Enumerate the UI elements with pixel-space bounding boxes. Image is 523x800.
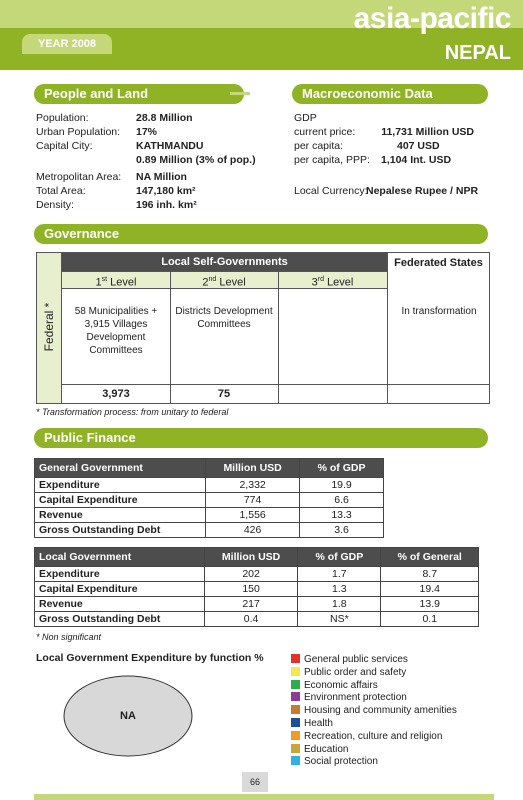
region-title: asia-pacific — [353, 2, 511, 35]
table-row — [35, 597, 479, 612]
section-public-finance: Public Finance — [34, 428, 488, 448]
legend-label: Housing and community amenities — [304, 705, 457, 717]
table-row — [35, 582, 479, 597]
level-3-header: 3rd Level — [311, 276, 354, 289]
legend-label: Environment protection — [304, 692, 407, 704]
expenditure-legend — [291, 654, 511, 769]
col-header: % of General — [381, 548, 479, 567]
general-government-table — [34, 458, 384, 538]
table-header-row — [35, 548, 479, 567]
row-label: Expenditure — [35, 567, 205, 582]
label-density: Density: — [36, 199, 74, 211]
label-per-capita-ppp: per capita, PPP: — [294, 154, 370, 166]
year-label: YEAR 2008 — [22, 34, 112, 54]
table-row — [35, 493, 384, 508]
legend-label: Recreation, culture and religion — [304, 730, 443, 742]
legend-label: Education — [304, 743, 349, 755]
divider — [387, 253, 388, 403]
finance-footnote: * Non significant — [36, 632, 102, 642]
legend-item — [291, 705, 511, 718]
legend-label: Public order and safety — [304, 666, 407, 678]
value-urban-population: 17% — [136, 126, 158, 138]
value-current-price: 11,731 Million USD — [381, 126, 474, 138]
row-label: Gross Outstanding Debt — [35, 523, 206, 538]
label-metropolitan-area: Metropolitan Area: — [36, 171, 122, 183]
row-label: Revenue — [35, 597, 205, 612]
level-1-content: 58 Municipalities + 3,915 Villages Development Committees — [74, 306, 158, 356]
row-label: Expenditure — [35, 478, 206, 493]
label-gdp: GDP — [294, 112, 317, 124]
federated-header: Federated States — [387, 253, 489, 289]
value-per-capita-ppp: 1,104 Int. USD — [381, 154, 452, 166]
federated-content: In transformation — [401, 306, 477, 317]
col-header: General Government — [35, 459, 206, 478]
table-row — [35, 478, 384, 493]
divider — [62, 384, 489, 385]
expenditure-chart-title: Local Government Expenditure by function % — [36, 652, 264, 664]
legend-item — [291, 680, 511, 693]
cell-pct-general: 19.4 — [381, 582, 479, 597]
legend-item — [291, 744, 511, 757]
legend-swatch — [291, 667, 300, 676]
value-density: 196 inh. km² — [136, 199, 197, 211]
legend-swatch — [291, 705, 300, 714]
legend-swatch — [291, 756, 300, 765]
legend-item — [291, 654, 511, 667]
cell-million-usd: 217 — [204, 597, 297, 612]
page-number: 66 — [242, 772, 268, 792]
cell-million-usd: 2,332 — [206, 478, 300, 493]
cell-million-usd: 426 — [206, 523, 300, 538]
legend-item — [291, 718, 511, 731]
level-2-content: Districts Development Committees — [175, 306, 273, 330]
label-local-currency: Local Currency: — [294, 185, 368, 197]
value-metropolitan-area: NA Million — [136, 171, 187, 183]
label-total-area: Total Area: — [36, 185, 86, 197]
col-header: % of GDP — [298, 548, 381, 567]
level-1-header: 1st Level — [95, 276, 137, 289]
table-row — [35, 567, 479, 582]
legend-swatch — [291, 680, 300, 689]
row-label: Gross Outstanding Debt — [35, 612, 205, 627]
table-header-row — [35, 459, 384, 478]
value-per-capita: 407 USD — [397, 140, 440, 152]
section-macroeconomic: Macroeconomic Data — [292, 84, 488, 104]
legend-label: Health — [304, 717, 333, 729]
legend-item — [291, 731, 511, 744]
cell-million-usd: 0.4 — [204, 612, 297, 627]
cell-million-usd: 150 — [204, 582, 297, 597]
legend-label: Economic affairs — [304, 679, 378, 691]
col-header: Local Government — [35, 548, 205, 567]
col-header: Million USD — [204, 548, 297, 567]
legend-item — [291, 692, 511, 705]
value-local-currency: Nepalese Rupee / NPR — [366, 185, 479, 197]
value-total-area: 147,180 km² — [136, 185, 196, 197]
cell-pct-gdp: NS* — [298, 612, 381, 627]
legend-item — [291, 667, 511, 680]
cell-pct-general: 13.9 — [381, 597, 479, 612]
section-governance: Governance — [34, 224, 488, 244]
legend-swatch — [291, 731, 300, 740]
label-current-price: current price: — [294, 126, 356, 138]
cell-million-usd: 1,556 — [206, 508, 300, 523]
cell-pct-gdp: 13.3 — [300, 508, 384, 523]
macro-data — [294, 112, 494, 212]
row-label: Capital Expenditure — [35, 493, 206, 508]
legend-swatch — [291, 692, 300, 701]
federal-label: Federal * — [42, 302, 56, 352]
cell-pct-gdp: 1.8 — [298, 597, 381, 612]
value-capital-city: KATHMANDU — [136, 140, 204, 152]
section-people-land: People and Land — [34, 84, 244, 104]
label-population: Population: — [36, 112, 89, 124]
row-label: Revenue — [35, 508, 206, 523]
level-1-total: 3,973 — [102, 388, 130, 400]
cell-pct-gdp: 6.6 — [300, 493, 384, 508]
cell-pct-general: 8.7 — [381, 567, 479, 582]
col-header: % of GDP — [300, 459, 384, 478]
local-government-table — [34, 547, 479, 627]
level-2-header: 2nd Level — [202, 276, 246, 289]
cell-pct-gdp: 3.6 — [300, 523, 384, 538]
country-title: NEPAL — [444, 42, 511, 64]
legend-swatch — [291, 654, 300, 663]
divider — [230, 92, 250, 95]
legend-swatch — [291, 744, 300, 753]
cell-million-usd: 202 — [204, 567, 297, 582]
governance-footnote: * Transformation process: from unitary to federal — [36, 407, 229, 417]
label-capital-city: Capital City: — [36, 140, 93, 152]
governance-table — [36, 252, 490, 404]
row-label: Capital Expenditure — [35, 582, 205, 597]
legend-swatch — [291, 718, 300, 727]
table-row — [35, 508, 384, 523]
cell-million-usd: 774 — [206, 493, 300, 508]
na-label: NA — [120, 710, 136, 722]
value-population: 28.8 Million — [136, 112, 193, 124]
level-2-total: 75 — [217, 388, 231, 400]
label-per-capita: per capita: — [294, 140, 344, 152]
legend-label: Social protection — [304, 756, 378, 768]
col-header: Million USD — [206, 459, 300, 478]
legend-label: General public services — [304, 654, 408, 665]
value-capital-population: 0.89 Million (3% of pop.) — [136, 154, 256, 166]
footer-band — [34, 794, 494, 800]
table-row — [35, 523, 384, 538]
cell-pct-general: 0.1 — [381, 612, 479, 627]
cell-pct-gdp: 19.9 — [300, 478, 384, 493]
table-row — [35, 612, 479, 627]
cell-pct-gdp: 1.3 — [298, 582, 381, 597]
legend-item — [291, 756, 511, 769]
label-urban-population: Urban Population: — [36, 126, 121, 138]
lsg-header: Local Self-Governments — [62, 253, 387, 271]
people-land-data — [36, 112, 286, 222]
cell-pct-gdp: 1.7 — [298, 567, 381, 582]
